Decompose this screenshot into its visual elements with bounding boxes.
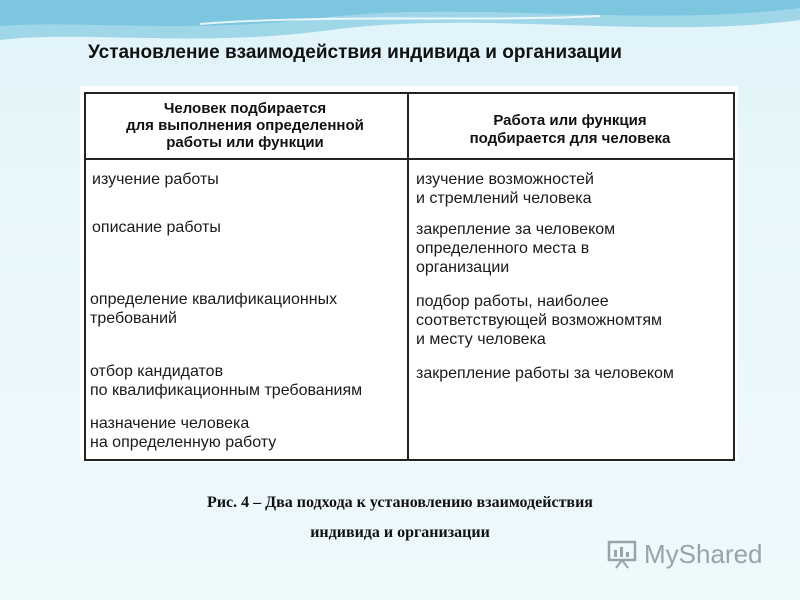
column-divider bbox=[407, 92, 409, 461]
right-item: изучение возможностей и стремлений человека bbox=[416, 171, 594, 207]
slide-title: Установление взаимодействия индивида и организации bbox=[88, 42, 622, 63]
left-item: отбор кандидатов по квалификационным требованиям bbox=[90, 363, 363, 399]
figure-caption: Рис. 4 – Два подхода к установлению взаимодействия индивида и организации bbox=[207, 494, 593, 541]
header-divider bbox=[86, 158, 734, 160]
left-item: описание работы bbox=[92, 219, 221, 236]
right-item: закрепление за человеком определенного места в организации bbox=[416, 221, 616, 276]
comparison-table bbox=[80, 86, 738, 462]
right-item: закрепление работы за человеком bbox=[416, 365, 674, 382]
right-item: подбор работы, наиболее соответствующей возможномтям и месту человека bbox=[416, 293, 663, 348]
logo-text: MyShared bbox=[644, 538, 763, 569]
header-right: Работа или функция подбирается для человека bbox=[469, 112, 671, 147]
header-wave-decoration bbox=[0, 0, 800, 80]
left-item: назначение человека на определенную работу bbox=[90, 415, 277, 451]
left-item: определение квалификационных требований bbox=[90, 291, 338, 327]
left-item: изучение работы bbox=[92, 171, 219, 188]
header-left: Человек подбирается для выполнения определенной работы или функции bbox=[126, 100, 364, 151]
presentation-board-icon bbox=[606, 538, 638, 570]
myshared-logo[interactable] bbox=[606, 536, 763, 572]
